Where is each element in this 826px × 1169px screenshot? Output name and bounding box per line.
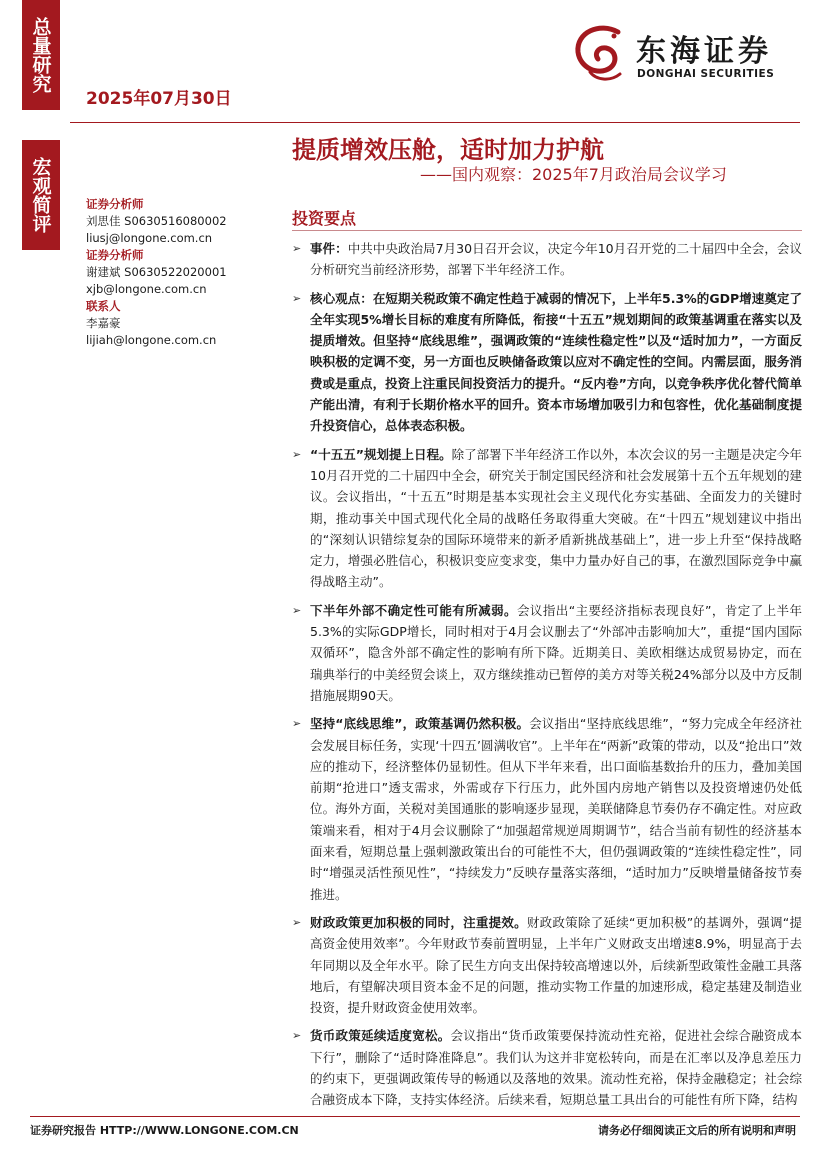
analyst-block bbox=[86, 247, 276, 298]
list-item bbox=[292, 1025, 802, 1110]
list-item bbox=[292, 288, 802, 437]
contact-email: lijiah@longone.com.cn bbox=[86, 333, 217, 347]
analyst-name: 谢建斌 S0630522020001 bbox=[86, 265, 227, 279]
contact-block bbox=[86, 298, 276, 349]
footer-divider bbox=[30, 1116, 800, 1117]
list-item bbox=[292, 238, 802, 281]
footer-website: 证券研究报告 HTTP://WWW.LONGONE.COM.CN bbox=[30, 1124, 299, 1137]
bullet-text: 会议指出“坚持底线思维”，“努力完成全年经济社会发展目标任务，实现‘十四五’圆满收官”。上半年在“两新”政策的带动，以及“抢出口”效应的推动下，经济整体仍显韧性。但从下半年来看，出口面临基数抬升的压力，叠加美国前期“抢进口”透支需求，外需或存下行压力，此外国内房地产销售以及投资增速仍处低位。海外方面，关税对美国通胀的影响逐步显现，美联储降息节奏仍存不确定性。对应政策端来看，相对于4月会议删除了“加强超常规逆周期调节”，结合当前有韧性的经济基本面来看，短期总量上强刺激政策出台的可能性不大，但仍强调政策的“连续性稳定性”，同时“增强灵活性预见性”，“持续发力”反映存量落实落细，“适时加力”反映增量储备按节奏推进。 bbox=[310, 716, 803, 902]
bullet-lead: 核心观点：在短期关税政策不确定性趋于减弱的情况下，上半年5.3%的GDP增速奠定了全年实现5%增长目标的难度有所降低，衔接“十五五”规划期间的政策基调重在落实以及提质增效。但坚持“底线思维”，强调政策的“连续性稳定性”以及“适时加力”，一方面反映积极的定调不变，另一方面也反映储备政策以应对不确定性的空间。内需层面，服务消费或是重点，投资上注重民间投资活力的提升。“反内卷”方向，以竞争秩序优化替代简单产能出清，有利于长期价格水平的回升。资本市场增加吸引力和包容性，优化基础制度提升投资信心，总体表态积极。 bbox=[310, 290, 802, 434]
bullet-text: 会议指出“货币政策要保持流动性充裕，促进社会综合融资成本下行”，删除了“适时降准降息”。我们认为这并非宽松转向，而是在汇率以及净息差压力的约束下，更强调政策传导的畅通以及落地的效果。流动性充裕，保持金融稳定；社会综合融资成本下降，支持实体经济。后续来看，短期总量工具出台的可能性有所下降，结构 bbox=[310, 1028, 802, 1108]
bullet-text: 中共中央政治局7月30日召开会议，决定今年10月召开党的二十届四中全会，会议分析研究当前经济形势，部署下半年经济工作。 bbox=[310, 241, 802, 278]
arrow-bullet-icon: ➢ bbox=[292, 447, 302, 461]
analyst-email: xjb@longone.com.cn bbox=[86, 282, 207, 296]
category-tag: 总量研究 bbox=[22, 0, 60, 110]
header-divider bbox=[70, 122, 800, 123]
contact-name: 李嘉豪 bbox=[86, 316, 121, 330]
bullet-lead: 坚持“底线思维”，政策基调仍然积极。 bbox=[310, 716, 530, 732]
list-item bbox=[292, 600, 802, 706]
bullet-text: 财政政策除了延续“更加积极”的基调外，强调“提高资金使用效率”。今年财政节奏前置明显，上半年广义财政支出增速8.9%，明显高于去年同期以及全年水平。除了民生方向支出保持较高增速以外，后续新型政策性金融工具落地后，有望解决项目资本金不足的问题，推动实物工作量的加速形成，稳定基建及制造业投资，提升财政资金使用效率。 bbox=[310, 914, 802, 1016]
report-subtitle: ——国内观察：2025年7月政治局会议学习 bbox=[420, 165, 727, 184]
dragon-logo-icon bbox=[570, 22, 630, 84]
subcategory-tag: 宏观简评 bbox=[22, 140, 60, 250]
arrow-bullet-icon: ➢ bbox=[292, 603, 302, 617]
arrow-bullet-icon: ➢ bbox=[292, 291, 302, 305]
report-title: 提质增效压舱，适时加力护航 bbox=[292, 136, 604, 164]
section-divider bbox=[292, 230, 802, 231]
list-item bbox=[292, 912, 802, 1018]
logo-chinese-name: 东海证券 bbox=[636, 34, 772, 69]
logo-english-name: DONGHAI SECURITIES bbox=[637, 68, 775, 80]
arrow-bullet-icon: ➢ bbox=[292, 915, 302, 929]
bullet-lead: 财政政策更加积极的同时，注重提效。 bbox=[310, 914, 527, 930]
contact-role: 联系人 bbox=[86, 299, 121, 313]
company-logo bbox=[566, 22, 796, 92]
arrow-bullet-icon: ➢ bbox=[292, 1029, 302, 1043]
list-item bbox=[292, 444, 802, 593]
report-date: 2025年07月30日 bbox=[86, 89, 232, 109]
analyst-block bbox=[86, 196, 276, 247]
bullet-text: 会议指出“主要经济指标表现良好”，肯定了上半年5.3%的实际GDP增长，同时相对于4月会议删去了“外部冲击影响加大”，重提“国内国际双循环”，隐含外部不确定性的影响有所下降。近期美日、美欧相继达成贸易协定，而在瑞典举行的中美经贸会谈上，双方继续推动已暂停的美方对等关税24%部分以及中方反制措施展期90天。 bbox=[310, 602, 802, 703]
analyst-name: 刘思佳 S0630516080002 bbox=[86, 214, 227, 228]
section-heading: 投资要点 bbox=[292, 209, 357, 228]
analyst-role: 证券分析师 bbox=[86, 248, 144, 262]
footer-disclaimer: 请务必仔细阅读正文后的所有说明和声明 bbox=[598, 1124, 796, 1137]
analyst-role: 证券分析师 bbox=[86, 197, 144, 211]
analyst-panel bbox=[86, 196, 276, 349]
analyst-email: liusj@longone.com.cn bbox=[86, 231, 213, 245]
bullet-text: 除了部署下半年经济工作以外，本次会议的另一主题是决定今年10月召开党的二十届四中全会，研究关于制定国民经济和社会发展第十五个五年规划的建议。会议指出，“十五五”时期是基本实现社会主义现代化夯实基础、全面发力的关键时期，推动事关中国式现代化全局的战略任务取得重大突破。在“十四五”规划建议中指出的“深刻认识错综复杂的国际环境带来的新矛盾新挑战基础上”，进一步上升至“保持战略定力，增强必胜信心，积极识变应变求变，集中力量办好自己的事，在激烈国际竞争中赢得战略主动”。 bbox=[310, 446, 802, 590]
bullet-lead: 事件： bbox=[310, 241, 348, 256]
arrow-bullet-icon: ➢ bbox=[292, 242, 302, 255]
bullet-lead: “十五五”规划提上日程。 bbox=[310, 446, 452, 462]
bullet-lead: 货币政策延续适度宽松。 bbox=[310, 1028, 451, 1044]
list-item bbox=[292, 713, 802, 905]
bullet-lead: 下半年外部不确定性可能有所减弱。 bbox=[310, 602, 517, 618]
key-points-list bbox=[292, 238, 802, 1118]
arrow-bullet-icon: ➢ bbox=[292, 717, 302, 731]
